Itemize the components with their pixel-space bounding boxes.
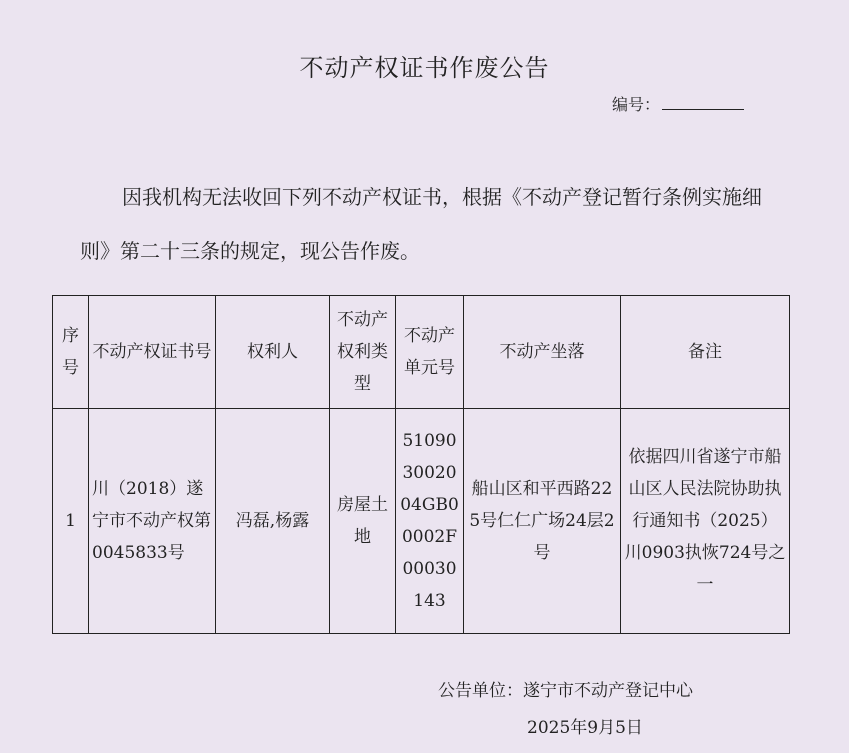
doc-number-blank: [662, 95, 744, 110]
header-right-type: 不动产权利类型: [330, 296, 396, 409]
issuer-signature: 公告单位：遂宁市不动产登记中心: [438, 681, 693, 701]
table-header-row: [53, 296, 790, 409]
cell-right-type: 房屋土地: [330, 409, 396, 634]
header-holder: 权利人: [216, 296, 330, 409]
doc-number-label: 编号：: [612, 95, 661, 114]
notice-title: 不动产权证书作废公告: [299, 54, 550, 82]
header-location: 不动产坐落: [464, 296, 621, 409]
cell-unit-no: 510903002004GB00002F00030143: [396, 409, 464, 634]
cell-location: 船山区和平西路225号仁仁广场24层2号: [464, 409, 621, 634]
notice-body: 因我机构无法收回下列不动产权证书，根据《不动产登记暂行条例实施细则》第二十三条的规定，现公告作废。: [80, 185, 762, 263]
cell-seq: 1: [53, 409, 89, 634]
header-cert-no: 不动产权证书号: [89, 296, 216, 409]
issue-date: 2025年9月5日: [527, 718, 643, 738]
header-remark: 备注: [621, 296, 790, 409]
certificate-table: [52, 295, 790, 634]
table-row: [53, 409, 790, 634]
cell-holder: 冯磊,杨露: [216, 409, 330, 634]
cell-remark: 依据四川省遂宁市船山区人民法院协助执行通知书（2025）川0903执恢724号之一: [621, 409, 790, 634]
cell-cert-no: 川（2018）遂宁市不动产权第0045833号: [89, 409, 216, 634]
doc-number: [612, 92, 744, 115]
header-unit-no: 不动产单元号: [396, 296, 464, 409]
header-seq: 序号: [53, 296, 89, 409]
